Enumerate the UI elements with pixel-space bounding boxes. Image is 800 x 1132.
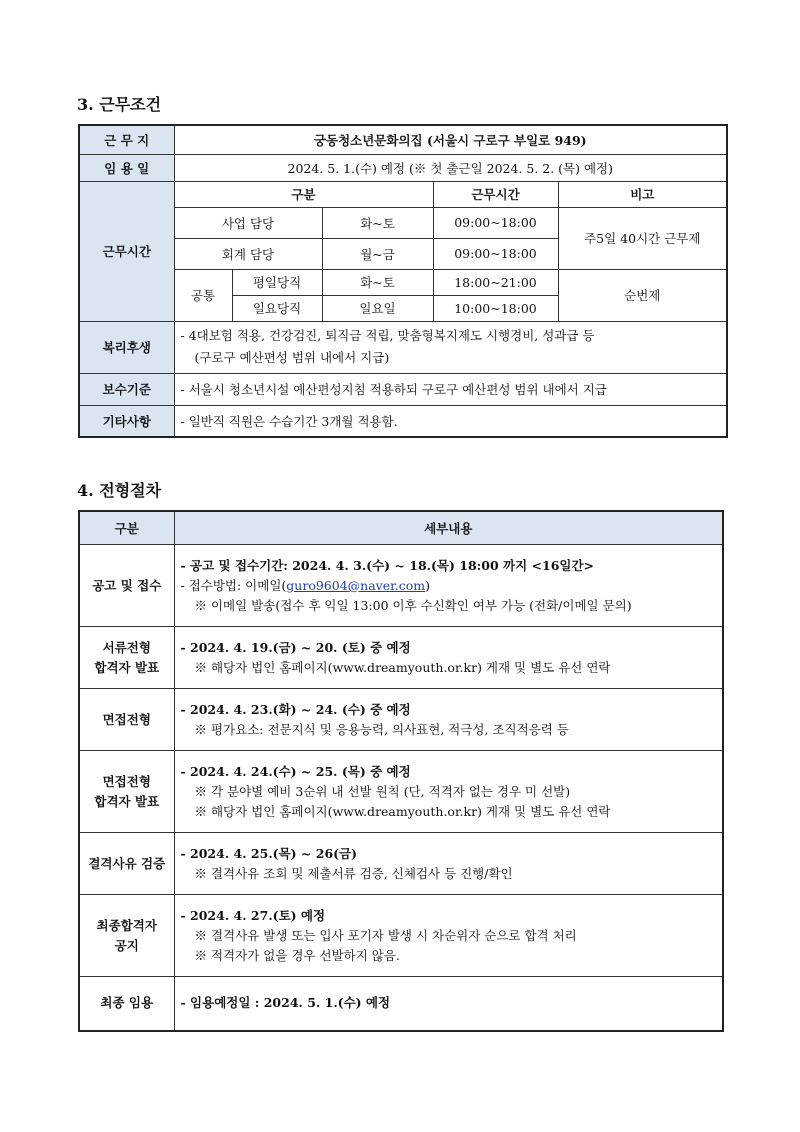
- detail-line: - 2024. 4. 25.(목) ~ 26(금): [180, 845, 358, 861]
- workplace-label: 근 무 지: [79, 125, 174, 154]
- duty-time: 10:00~18:00: [433, 295, 558, 321]
- work-conditions-table: [78, 124, 728, 438]
- detail-line: ※ 해당자 법인 홈페이지(www.dreamyouth.or.kr) 게재 및 별도 유선 연락: [194, 659, 611, 675]
- welfare-line: (구로구 예산편성 범위 내에서 지급): [194, 350, 390, 365]
- header-div: 구분: [79, 511, 174, 545]
- row-label-line: 공지: [114, 937, 139, 953]
- hours-header-note: 비고: [558, 181, 727, 207]
- hours-header-time: 근무시간: [433, 181, 558, 207]
- detail-line: [181, 576, 717, 596]
- detail-line: ※ 평가요소: 전문지식 및 응용능력, 의사표현, 적극성, 조직적응력 등: [194, 721, 569, 737]
- row-label-line: 면접전형: [102, 711, 151, 727]
- header-detail: 세부내용: [174, 511, 723, 545]
- hours-header-div: 구분: [174, 181, 433, 207]
- row-label-line: 최종합격자: [96, 917, 157, 933]
- duty-role: 평일당직: [232, 269, 322, 295]
- row-label-line: 서류전형: [102, 639, 151, 655]
- detail-line: - 2024. 4. 19.(금) ~ 20. (토) 중 예정: [180, 639, 411, 655]
- appoint-label: 임 용 일: [79, 154, 174, 181]
- welfare-label: 복리후생: [79, 321, 174, 373]
- row-label: [79, 689, 174, 751]
- row-label: [79, 751, 174, 833]
- row-label-line: 합격자 발표: [94, 659, 160, 675]
- detail-line: ※ 이메일 발송(접수 후 익일 13:00 이후 수신확인 여부 가능 (전화/이메일 문의): [194, 597, 632, 613]
- detail-line: - 임용예정일 : 2024. 5. 1.(수) 예정: [180, 995, 391, 1011]
- row-label-line: 결격사유 검증: [88, 855, 166, 871]
- row-label-line: 합격자 발표: [94, 793, 160, 809]
- workplace-value: 궁동청소년문화의집 (서울시 구로구 부일로 949): [174, 125, 727, 154]
- row-label: [79, 627, 174, 689]
- row-label-line: 면접전형: [102, 773, 151, 789]
- detail-line: ※ 결격사유 발생 또는 입사 포기자 발생 시 차순위자 순으로 합격 처리: [194, 927, 577, 943]
- row-detail: [174, 751, 723, 833]
- duty-days: 화~토: [322, 269, 433, 295]
- detail-line: ※ 적격자가 없을 경우 선발하지 않음.: [194, 947, 400, 963]
- detail-line: - 공고 및 접수기간: 2024. 4. 3.(수) ~ 18.(목) 18:00 까지 <16일간>: [180, 557, 595, 573]
- row-detail: [174, 977, 723, 1031]
- hours-label: 근무시간: [79, 181, 174, 321]
- row-label: [79, 833, 174, 895]
- row-label-line: 공고 및 접수: [92, 577, 162, 593]
- welfare-line: - 4대보험 적용, 건강검진, 퇴직금 적립, 맞춤형복지제도 시행경비, 성과급 등: [180, 328, 595, 343]
- detail-line: ※ 각 분야별 예비 3순위 내 선발 원칙 (단, 적격자 없는 경우 미 선발): [194, 783, 571, 799]
- detail-line: ※ 해당자 법인 홈페이지(www.dreamyouth.or.kr) 게재 및 별도 유선 연락: [194, 803, 611, 819]
- welfare-value: [174, 321, 727, 373]
- selection-process-table: [78, 510, 724, 1032]
- hours-time: 09:00~18:00: [433, 238, 558, 269]
- hours-days: 월~금: [322, 238, 433, 269]
- row-detail: [174, 833, 723, 895]
- duty-time: 18:00~21:00: [433, 269, 558, 295]
- duty-role: 일요당직: [232, 295, 322, 321]
- duty-days: 일요일: [322, 295, 433, 321]
- row-label: [79, 895, 174, 977]
- detail-line: ※ 결격사유 조회 및 제출서류 검증, 신체검사 등 진행/확인: [194, 865, 513, 881]
- row-detail: [174, 895, 723, 977]
- note-rotation: 순번제: [558, 269, 727, 321]
- row-detail: [174, 627, 723, 689]
- detail-line: - 2024. 4. 27.(토) 예정: [180, 907, 326, 923]
- email-close: ): [425, 577, 430, 593]
- section-3-title: 3. 근무조건: [77, 95, 162, 114]
- hours-role: 사업 담당: [174, 207, 322, 238]
- pay-value: - 서울시 청소년시설 예산편성지침 적용하되 구로구 예산편성 범위 내에서 지급: [174, 373, 727, 405]
- note-week: 주5일 40시간 근무제: [558, 207, 727, 269]
- row-detail: [174, 545, 723, 627]
- hours-days: 화~토: [322, 207, 433, 238]
- email-method-text: - 접수방법: 이메일(: [180, 577, 287, 593]
- detail-line: - 2024. 4. 24.(수) ~ 25. (목) 중 예정: [180, 763, 411, 779]
- row-detail: [174, 689, 723, 751]
- etc-value: - 일반직 직원은 수습기간 3개월 적용함.: [174, 405, 727, 437]
- etc-label: 기타사항: [79, 405, 174, 437]
- common-label: 공통: [174, 269, 232, 321]
- email-link[interactable]: guro9604@naver.com: [286, 577, 426, 593]
- pay-label: 보수기준: [79, 373, 174, 405]
- row-label-line: 최종 임용: [100, 995, 154, 1011]
- hours-time: 09:00~18:00: [433, 207, 558, 238]
- row-label: [79, 977, 174, 1031]
- appoint-value: 2024. 5. 1.(수) 예정 (※ 첫 출근일 2024. 5. 2. (목) 예정): [174, 154, 727, 181]
- detail-line: - 2024. 4. 23.(화) ~ 24. (수) 중 예정: [180, 701, 411, 717]
- section-4-title: 4. 전형절차: [77, 481, 162, 500]
- hours-role: 회계 담당: [174, 238, 322, 269]
- row-label: [79, 545, 174, 627]
